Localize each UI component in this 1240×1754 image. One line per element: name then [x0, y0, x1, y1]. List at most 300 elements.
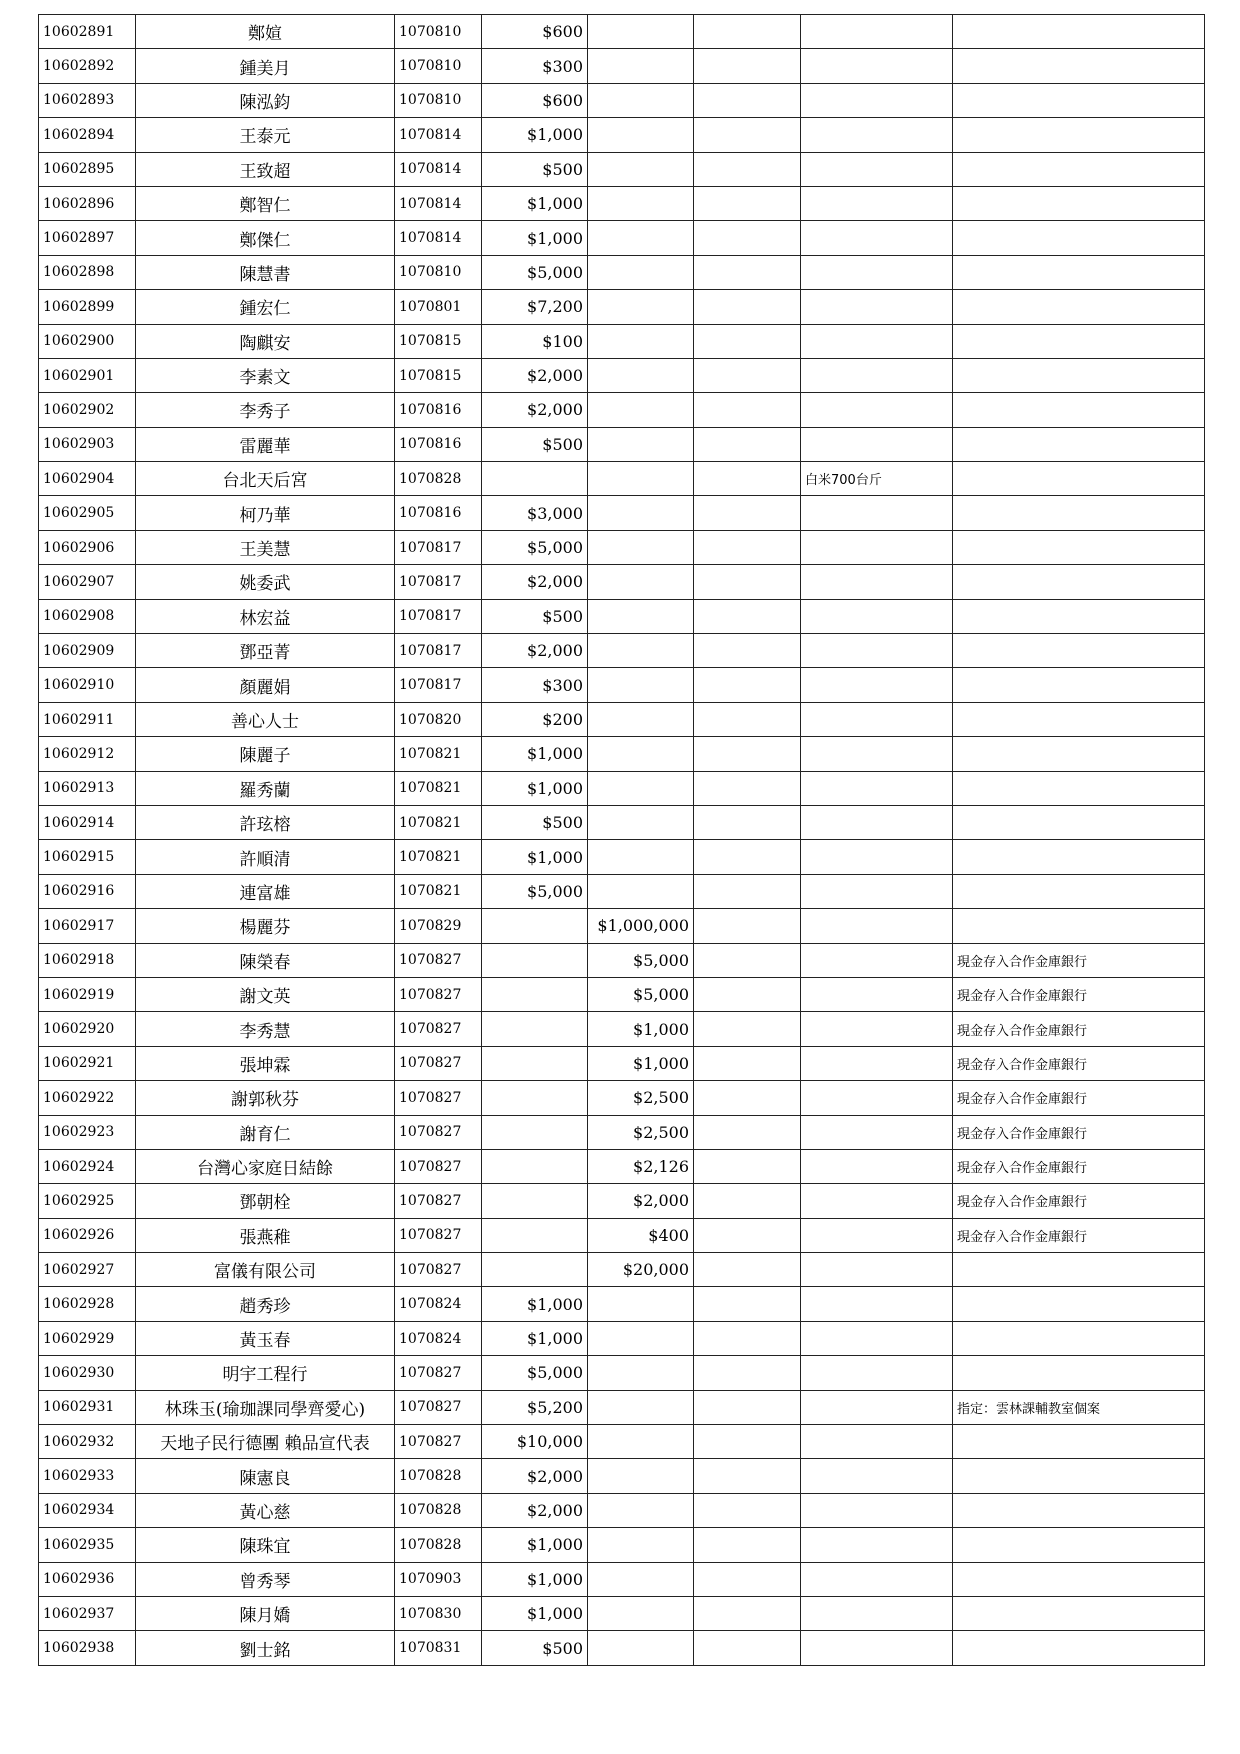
goods-donation-cell: [801, 668, 953, 702]
empty-cell: [694, 49, 801, 83]
deposit-amount-cell: [588, 1493, 694, 1527]
remarks-cell: [953, 427, 1205, 461]
goods-donation-cell: [801, 186, 953, 220]
goods-donation-cell: [801, 1218, 953, 1252]
empty-cell: [694, 1562, 801, 1596]
deposit-amount-cell: [588, 1287, 694, 1321]
table-row: [39, 393, 1205, 427]
goods-donation-cell: [801, 805, 953, 839]
receipt-number-cell: 10602933: [39, 1459, 136, 1493]
receipt-number-cell: 10602935: [39, 1528, 136, 1562]
receipt-number-cell: 10602902: [39, 393, 136, 427]
goods-donation-cell: [801, 1631, 953, 1665]
amount-cell: $600: [482, 83, 588, 117]
empty-cell: [694, 1115, 801, 1149]
donor-name-cell: 鍾宏仁: [136, 290, 395, 324]
donor-name-cell: 陳麗子: [136, 737, 395, 771]
remarks-cell: [953, 530, 1205, 564]
donor-name-cell: 張燕稚: [136, 1218, 395, 1252]
receipt-number-cell: 10602917: [39, 909, 136, 943]
amount-cell: $5,000: [482, 874, 588, 908]
amount-cell: $5,000: [482, 255, 588, 289]
donor-name-cell: 陳榮春: [136, 943, 395, 977]
empty-cell: [694, 255, 801, 289]
remarks-cell: [953, 771, 1205, 805]
donation-date-cell: 1070810: [395, 255, 482, 289]
deposit-amount-cell: [588, 152, 694, 186]
empty-cell: [694, 427, 801, 461]
amount-cell: $500: [482, 1631, 588, 1665]
table-row: [39, 840, 1205, 874]
receipt-number-cell: 10602915: [39, 840, 136, 874]
receipt-number-cell: 10602904: [39, 462, 136, 496]
donor-name-cell: 李秀子: [136, 393, 395, 427]
empty-cell: [694, 599, 801, 633]
receipt-number-cell: 10602913: [39, 771, 136, 805]
receipt-number-cell: 10602909: [39, 634, 136, 668]
amount-cell: $2,000: [482, 1459, 588, 1493]
deposit-amount-cell: $2,500: [588, 1081, 694, 1115]
remarks-cell: [953, 1631, 1205, 1665]
deposit-amount-cell: [588, 565, 694, 599]
goods-donation-cell: [801, 1046, 953, 1080]
goods-donation-cell: [801, 1425, 953, 1459]
goods-donation-cell: [801, 290, 953, 324]
donation-date-cell: 1070827: [395, 1115, 482, 1149]
empty-cell: [694, 668, 801, 702]
deposit-amount-cell: [588, 840, 694, 874]
deposit-amount-cell: [588, 118, 694, 152]
deposit-amount-cell: [588, 290, 694, 324]
amount-cell: $1,000: [482, 1321, 588, 1355]
donor-name-cell: 陳泓鈞: [136, 83, 395, 117]
deposit-amount-cell: $20,000: [588, 1253, 694, 1287]
table-row: [39, 1115, 1205, 1149]
receipt-number-cell: 10602928: [39, 1287, 136, 1321]
donor-name-cell: 張坤霖: [136, 1046, 395, 1080]
donor-name-cell: 鄭智仁: [136, 186, 395, 220]
receipt-number-cell: 10602906: [39, 530, 136, 564]
amount-cell: $2,000: [482, 358, 588, 392]
donor-name-cell: 姚委武: [136, 565, 395, 599]
donation-date-cell: 1070816: [395, 393, 482, 427]
goods-donation-cell: [801, 221, 953, 255]
amount-cell: $2,000: [482, 634, 588, 668]
table-row: [39, 1528, 1205, 1562]
deposit-amount-cell: [588, 599, 694, 633]
amount-cell: $7,200: [482, 290, 588, 324]
remarks-cell: [953, 496, 1205, 530]
table-row: [39, 324, 1205, 358]
remarks-cell: [953, 565, 1205, 599]
deposit-amount-cell: $5,000: [588, 977, 694, 1011]
receipt-number-cell: 10602908: [39, 599, 136, 633]
remarks-cell: [953, 1493, 1205, 1527]
empty-cell: [694, 840, 801, 874]
receipt-number-cell: 10602893: [39, 83, 136, 117]
empty-cell: [694, 358, 801, 392]
empty-cell: [694, 874, 801, 908]
donor-name-cell: 黃玉春: [136, 1321, 395, 1355]
donor-name-cell: 許玹榕: [136, 805, 395, 839]
empty-cell: [694, 1631, 801, 1665]
table-row: [39, 1253, 1205, 1287]
amount-cell: $1,000: [482, 1528, 588, 1562]
remarks-cell: 現金存入合作金庫銀行: [953, 1115, 1205, 1149]
empty-cell: [694, 290, 801, 324]
donation-date-cell: 1070810: [395, 15, 482, 49]
donation-date-cell: 1070821: [395, 840, 482, 874]
empty-cell: [694, 1184, 801, 1218]
amount-cell: $300: [482, 49, 588, 83]
receipt-number-cell: 10602936: [39, 1562, 136, 1596]
donation-date-cell: 1070827: [395, 1046, 482, 1080]
empty-cell: [694, 221, 801, 255]
donation-date-cell: 1070903: [395, 1562, 482, 1596]
remarks-cell: [953, 324, 1205, 358]
deposit-amount-cell: [588, 221, 694, 255]
receipt-number-cell: 10602926: [39, 1218, 136, 1252]
empty-cell: [694, 1046, 801, 1080]
remarks-cell: [953, 358, 1205, 392]
remarks-cell: [953, 255, 1205, 289]
empty-cell: [694, 771, 801, 805]
remarks-cell: 現金存入合作金庫銀行: [953, 1081, 1205, 1115]
deposit-amount-cell: [588, 1321, 694, 1355]
donation-date-cell: 1070817: [395, 530, 482, 564]
table-row: [39, 1287, 1205, 1321]
goods-donation-cell: [801, 1356, 953, 1390]
goods-donation-cell: [801, 1596, 953, 1630]
amount-cell: [482, 1149, 588, 1183]
donor-name-cell: 林珠玉(瑜珈課同學齊愛心): [136, 1390, 395, 1424]
remarks-cell: [953, 1596, 1205, 1630]
table-row: [39, 1184, 1205, 1218]
deposit-amount-cell: [588, 634, 694, 668]
empty-cell: [694, 83, 801, 117]
receipt-number-cell: 10602905: [39, 496, 136, 530]
deposit-amount-cell: [588, 1562, 694, 1596]
amount-cell: $2,000: [482, 565, 588, 599]
donation-date-cell: 1070827: [395, 1425, 482, 1459]
donation-date-cell: 1070827: [395, 1081, 482, 1115]
donor-name-cell: 明宇工程行: [136, 1356, 395, 1390]
goods-donation-cell: 白米700台斤: [801, 462, 953, 496]
remarks-cell: [953, 1356, 1205, 1390]
deposit-amount-cell: [588, 15, 694, 49]
goods-donation-cell: [801, 255, 953, 289]
donation-date-cell: 1070810: [395, 49, 482, 83]
receipt-number-cell: 10602938: [39, 1631, 136, 1665]
amount-cell: $10,000: [482, 1425, 588, 1459]
remarks-cell: [953, 840, 1205, 874]
table-row: [39, 1631, 1205, 1665]
receipt-number-cell: 10602934: [39, 1493, 136, 1527]
goods-donation-cell: [801, 840, 953, 874]
remarks-cell: 現金存入合作金庫銀行: [953, 1184, 1205, 1218]
donor-name-cell: 鄭媗: [136, 15, 395, 49]
table-row: [39, 496, 1205, 530]
deposit-amount-cell: $1,000: [588, 1012, 694, 1046]
remarks-cell: [953, 737, 1205, 771]
deposit-amount-cell: [588, 186, 694, 220]
donation-date-cell: 1070814: [395, 118, 482, 152]
amount-cell: $500: [482, 805, 588, 839]
goods-donation-cell: [801, 599, 953, 633]
donor-name-cell: 李素文: [136, 358, 395, 392]
deposit-amount-cell: [588, 1390, 694, 1424]
empty-cell: [694, 565, 801, 599]
table-row: [39, 1218, 1205, 1252]
donor-name-cell: 趙秀珍: [136, 1287, 395, 1321]
amount-cell: [482, 943, 588, 977]
table-row: [39, 977, 1205, 1011]
receipt-number-cell: 10602929: [39, 1321, 136, 1355]
receipt-number-cell: 10602927: [39, 1253, 136, 1287]
remarks-cell: [953, 1459, 1205, 1493]
amount-cell: [482, 1184, 588, 1218]
table-row: [39, 668, 1205, 702]
goods-donation-cell: [801, 324, 953, 358]
amount-cell: $1,000: [482, 1596, 588, 1630]
table-row: [39, 634, 1205, 668]
receipt-number-cell: 10602920: [39, 1012, 136, 1046]
remarks-cell: [953, 83, 1205, 117]
deposit-amount-cell: [588, 83, 694, 117]
table-row: [39, 1081, 1205, 1115]
remarks-cell: [953, 15, 1205, 49]
donation-date-cell: 1070824: [395, 1321, 482, 1355]
amount-cell: $500: [482, 599, 588, 633]
remarks-cell: 現金存入合作金庫銀行: [953, 943, 1205, 977]
donation-ledger-table: [38, 14, 1205, 1666]
remarks-cell: [953, 909, 1205, 943]
receipt-number-cell: 10602907: [39, 565, 136, 599]
amount-cell: [482, 977, 588, 1011]
donation-date-cell: 1070801: [395, 290, 482, 324]
remarks-cell: [953, 393, 1205, 427]
donation-date-cell: 1070814: [395, 186, 482, 220]
donation-date-cell: 1070814: [395, 152, 482, 186]
donor-name-cell: 台灣心家庭日結餘: [136, 1149, 395, 1183]
empty-cell: [694, 1081, 801, 1115]
goods-donation-cell: [801, 152, 953, 186]
amount-cell: $5,200: [482, 1390, 588, 1424]
remarks-cell: [953, 1562, 1205, 1596]
donor-name-cell: 顏麗娟: [136, 668, 395, 702]
goods-donation-cell: [801, 1528, 953, 1562]
amount-cell: $500: [482, 152, 588, 186]
table-row: [39, 1321, 1205, 1355]
goods-donation-cell: [801, 393, 953, 427]
amount-cell: $1,000: [482, 221, 588, 255]
table-row: [39, 1356, 1205, 1390]
table-row: [39, 565, 1205, 599]
amount-cell: $2,000: [482, 393, 588, 427]
table-row: [39, 290, 1205, 324]
table-row: [39, 599, 1205, 633]
table-row: [39, 530, 1205, 564]
remarks-cell: [953, 186, 1205, 220]
deposit-amount-cell: [588, 702, 694, 736]
donor-name-cell: 鄧朝栓: [136, 1184, 395, 1218]
empty-cell: [694, 1459, 801, 1493]
deposit-amount-cell: [588, 1425, 694, 1459]
donation-date-cell: 1070821: [395, 874, 482, 908]
deposit-amount-cell: [588, 805, 694, 839]
amount-cell: $1,000: [482, 771, 588, 805]
goods-donation-cell: [801, 1390, 953, 1424]
donation-date-cell: 1070828: [395, 462, 482, 496]
receipt-number-cell: 10602911: [39, 702, 136, 736]
remarks-cell: [953, 152, 1205, 186]
amount-cell: [482, 1012, 588, 1046]
donation-date-cell: 1070830: [395, 1596, 482, 1630]
table-row: [39, 1012, 1205, 1046]
ledger-body: [39, 15, 1205, 1666]
deposit-amount-cell: [588, 49, 694, 83]
donation-date-cell: 1070827: [395, 1390, 482, 1424]
remarks-cell: 現金存入合作金庫銀行: [953, 1218, 1205, 1252]
receipt-number-cell: 10602931: [39, 1390, 136, 1424]
receipt-number-cell: 10602895: [39, 152, 136, 186]
table-row: [39, 1390, 1205, 1424]
donation-date-cell: 1070821: [395, 737, 482, 771]
amount-cell: [482, 1081, 588, 1115]
amount-cell: $600: [482, 15, 588, 49]
table-row: [39, 737, 1205, 771]
empty-cell: [694, 118, 801, 152]
deposit-amount-cell: [588, 874, 694, 908]
remarks-cell: [953, 1287, 1205, 1321]
table-row: [39, 805, 1205, 839]
donor-name-cell: 謝郭秋芬: [136, 1081, 395, 1115]
deposit-amount-cell: $5,000: [588, 943, 694, 977]
amount-cell: [482, 909, 588, 943]
empty-cell: [694, 186, 801, 220]
empty-cell: [694, 1149, 801, 1183]
remarks-cell: [953, 1528, 1205, 1562]
donor-name-cell: 李秀慧: [136, 1012, 395, 1046]
deposit-amount-cell: [588, 393, 694, 427]
table-row: [39, 255, 1205, 289]
empty-cell: [694, 909, 801, 943]
receipt-number-cell: 10602891: [39, 15, 136, 49]
donor-name-cell: 富儀有限公司: [136, 1253, 395, 1287]
remarks-cell: [953, 874, 1205, 908]
goods-donation-cell: [801, 496, 953, 530]
remarks-cell: 現金存入合作金庫銀行: [953, 1012, 1205, 1046]
goods-donation-cell: [801, 702, 953, 736]
donor-name-cell: 天地子民行德團 賴品宣代表: [136, 1425, 395, 1459]
amount-cell: $500: [482, 427, 588, 461]
empty-cell: [694, 943, 801, 977]
goods-donation-cell: [801, 1562, 953, 1596]
remarks-cell: [953, 290, 1205, 324]
empty-cell: [694, 634, 801, 668]
donor-name-cell: 謝文英: [136, 977, 395, 1011]
goods-donation-cell: [801, 565, 953, 599]
donation-date-cell: 1070817: [395, 634, 482, 668]
goods-donation-cell: [801, 15, 953, 49]
goods-donation-cell: [801, 737, 953, 771]
empty-cell: [694, 1356, 801, 1390]
empty-cell: [694, 152, 801, 186]
donor-name-cell: 林宏益: [136, 599, 395, 633]
empty-cell: [694, 1528, 801, 1562]
remarks-cell: [953, 462, 1205, 496]
empty-cell: [694, 1425, 801, 1459]
deposit-amount-cell: [588, 771, 694, 805]
table-row: [39, 427, 1205, 461]
table-row: [39, 1149, 1205, 1183]
donation-date-cell: 1070815: [395, 324, 482, 358]
table-row: [39, 186, 1205, 220]
donation-date-cell: 1070817: [395, 565, 482, 599]
goods-donation-cell: [801, 1459, 953, 1493]
deposit-amount-cell: [588, 427, 694, 461]
remarks-cell: [953, 668, 1205, 702]
remarks-cell: 指定：雲林課輔教室個案: [953, 1390, 1205, 1424]
deposit-amount-cell: [588, 668, 694, 702]
receipt-number-cell: 10602912: [39, 737, 136, 771]
deposit-amount-cell: $1,000: [588, 1046, 694, 1080]
goods-donation-cell: [801, 874, 953, 908]
goods-donation-cell: [801, 83, 953, 117]
deposit-amount-cell: [588, 1528, 694, 1562]
table-row: [39, 83, 1205, 117]
donation-date-cell: 1070828: [395, 1459, 482, 1493]
receipt-number-cell: 10602910: [39, 668, 136, 702]
amount-cell: $1,000: [482, 840, 588, 874]
donation-date-cell: 1070817: [395, 599, 482, 633]
empty-cell: [694, 15, 801, 49]
goods-donation-cell: [801, 943, 953, 977]
remarks-cell: [953, 702, 1205, 736]
deposit-amount-cell: [588, 530, 694, 564]
deposit-amount-cell: [588, 255, 694, 289]
remarks-cell: [953, 1425, 1205, 1459]
remarks-cell: [953, 49, 1205, 83]
remarks-cell: [953, 634, 1205, 668]
donor-name-cell: 劉士銘: [136, 1631, 395, 1665]
donor-name-cell: 陳憲良: [136, 1459, 395, 1493]
goods-donation-cell: [801, 1321, 953, 1355]
amount-cell: $1,000: [482, 737, 588, 771]
goods-donation-cell: [801, 427, 953, 461]
donor-name-cell: 黃心慈: [136, 1493, 395, 1527]
goods-donation-cell: [801, 909, 953, 943]
goods-donation-cell: [801, 1115, 953, 1149]
empty-cell: [694, 1287, 801, 1321]
amount-cell: $5,000: [482, 530, 588, 564]
goods-donation-cell: [801, 1184, 953, 1218]
deposit-amount-cell: [588, 1459, 694, 1493]
goods-donation-cell: [801, 1149, 953, 1183]
donation-date-cell: 1070821: [395, 805, 482, 839]
donation-date-cell: 1070827: [395, 1253, 482, 1287]
donor-name-cell: 連富雄: [136, 874, 395, 908]
table-row: [39, 702, 1205, 736]
goods-donation-cell: [801, 977, 953, 1011]
table-row: [39, 1459, 1205, 1493]
donor-name-cell: 王泰元: [136, 118, 395, 152]
receipt-number-cell: 10602924: [39, 1149, 136, 1183]
receipt-number-cell: 10602894: [39, 118, 136, 152]
table-row: [39, 118, 1205, 152]
amount-cell: [482, 1218, 588, 1252]
donation-date-cell: 1070829: [395, 909, 482, 943]
